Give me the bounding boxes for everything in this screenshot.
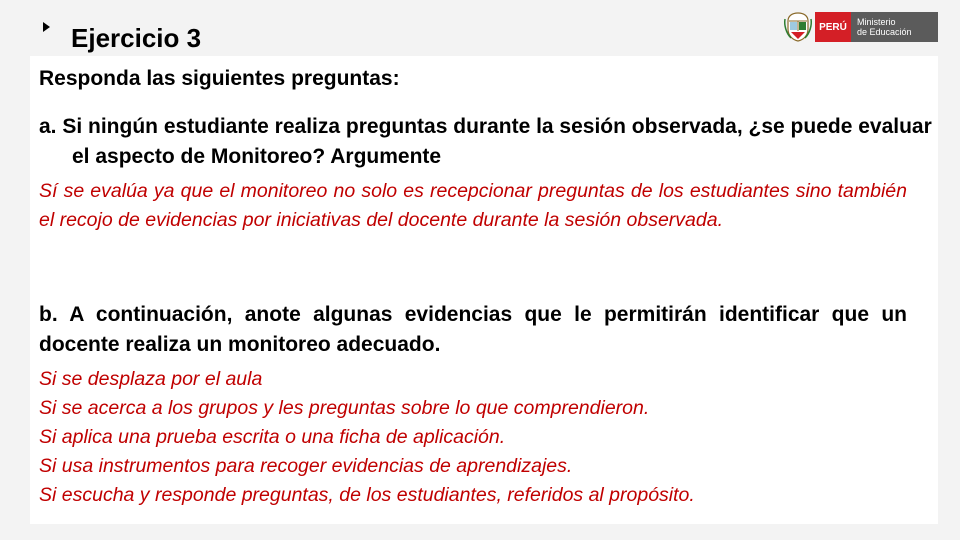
content-card bbox=[30, 56, 938, 524]
answer-b-item: Si aplica una prueba escrita o una ficha de aplicación. bbox=[39, 426, 506, 448]
answer-b-item: Si se acerca a los grupos y les preguntas sobre lo que comprendieron. bbox=[39, 397, 650, 419]
slide-title: Ejercicio 3 bbox=[71, 23, 202, 53]
logo-country-label: PERÚ bbox=[815, 12, 851, 42]
question-b: b. A continuación, anote algunas evidencias que le permitirán identificar que un docente realiza un monitoreo adecuado. bbox=[39, 303, 907, 356]
question-a: a. Si ningún estudiante realiza preguntas durante la sesión observada, ¿se puede evaluar el aspecto de Monitoreo? Argumente bbox=[39, 115, 932, 168]
answer-b-item: Si escucha y responde preguntas, de los estudiantes, referidos al propósito. bbox=[39, 484, 695, 506]
answer-b-item: Si usa instrumentos para recoger evidencias de aprendizajes. bbox=[39, 455, 573, 477]
ministry-logo bbox=[783, 10, 938, 44]
logo-ministry-line1: Ministerio bbox=[857, 17, 896, 27]
logo-ministry-line2: de Educación bbox=[857, 27, 912, 37]
title-bullet-icon bbox=[43, 22, 50, 32]
answer-b-item: Si se desplaza por el aula bbox=[39, 368, 263, 390]
logo-ministry-label bbox=[851, 12, 938, 42]
instructions-text: Responda las siguientes preguntas: bbox=[39, 67, 400, 90]
coat-of-arms-icon bbox=[783, 11, 813, 43]
answer-a: Sí se evalúa ya que el monitoreo no solo es recepcionar preguntas de los estudiantes sino también el recojo de evidencias por iniciativas del docente durante la sesión observada. bbox=[39, 180, 907, 231]
answer-b-list bbox=[39, 365, 907, 510]
